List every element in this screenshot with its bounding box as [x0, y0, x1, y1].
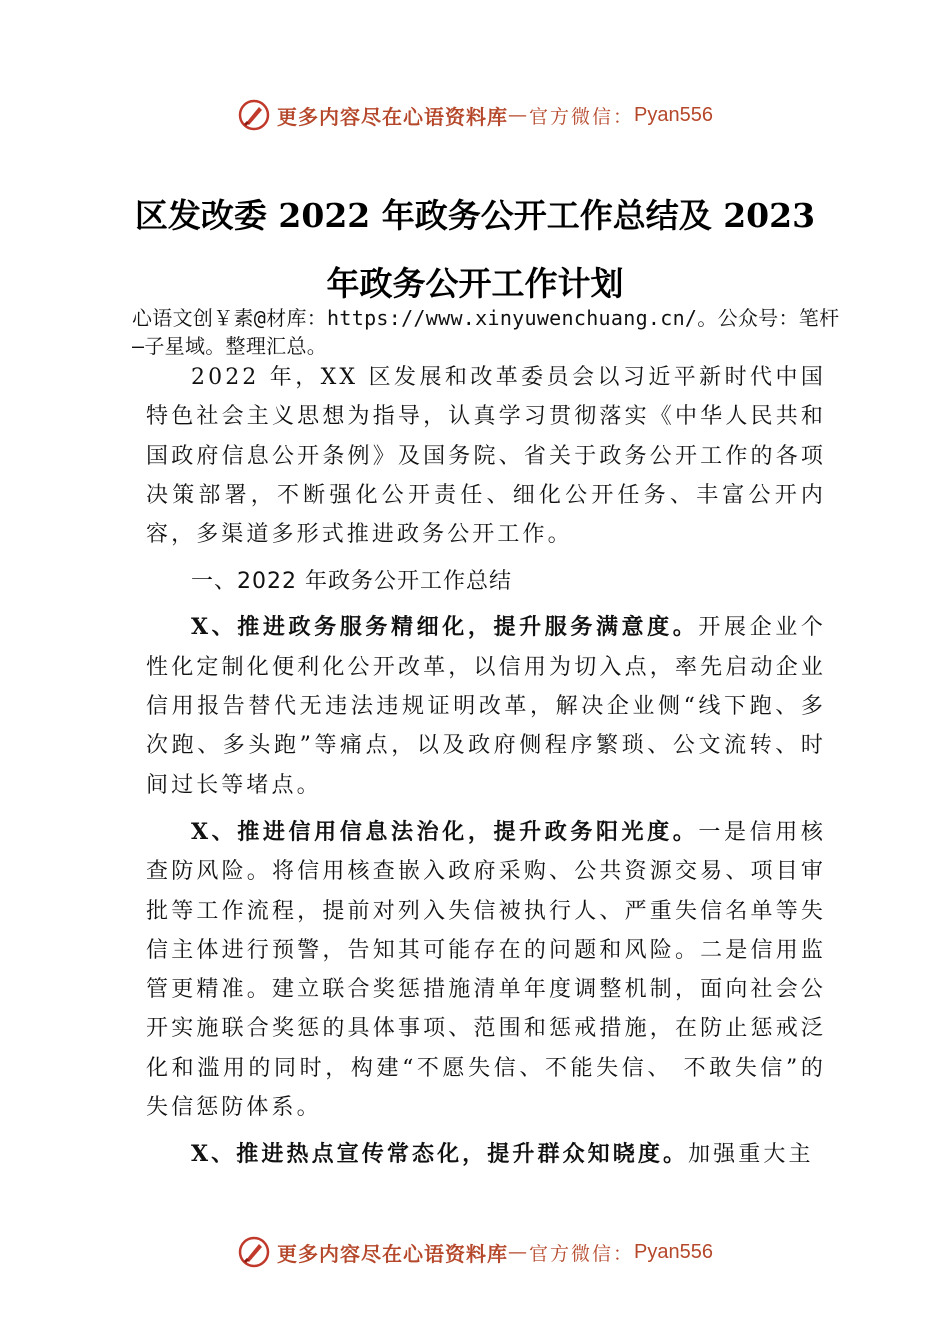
item-lead: X、推进热点宣传常态化，提升群众知晓度。	[191, 1141, 689, 1168]
watermark-banner-top	[0, 95, 950, 135]
watermark-wechat-label: 官方微信：	[529, 1242, 635, 1265]
watermark-wechat-label: 官方微信：	[529, 105, 635, 128]
item-lead: X、推进政务服务精细化，提升服务满意度。	[191, 614, 699, 641]
document-title-line1: 区发改委 2022 年政务公开工作总结及 2023	[134, 196, 816, 235]
watermark-banner-bottom	[0, 1232, 950, 1272]
source-note: 心语文创￥素@材库：https://www.xinyuwenchuang.cn/。公众号：笔杆—子星域。整理汇总。	[132, 306, 840, 358]
brush-logo-icon	[237, 1235, 271, 1269]
watermark-wechat-id: Pyan556	[634, 103, 713, 126]
summary-item	[146, 1135, 826, 1174]
brush-logo-icon	[237, 98, 271, 132]
document-body	[146, 358, 826, 1175]
section-heading: 一、2022 年政务公开工作总结	[191, 569, 512, 595]
intro-paragraph: 2022 年，XX 区发展和改革委员会以习近平新时代中国特色社会主义思想为指导，认真学习贯彻落实《中华人民共和国政府信息公开条例》及国务院、省关于政务公开工作的各项决策部署，不断强化公开责任、细化公开任务、丰富公开内容，多渠道多形式推进政务公开工作。	[146, 365, 826, 548]
watermark-wechat-id: Pyan556	[634, 1240, 713, 1263]
summary-item	[146, 813, 826, 1127]
watermark-brand: 更多内容尽在心语资料库	[277, 1241, 508, 1266]
watermark-brand: 更多内容尽在心语资料库	[277, 104, 508, 129]
watermark-dash: —	[508, 1241, 529, 1263]
item-text: 开展企业个性化定制化便利化公开改革，以信用为切入点，率先启动企业信用报告替代无违法违规证明改革，解决企业侧“线下跑、多次跑、多头跑”等痛点，以及政府侧程序繁琐、公文流转、时间过长等堵点。	[146, 615, 826, 798]
item-text: 加强重大主	[688, 1142, 814, 1168]
summary-item	[146, 608, 826, 804]
document-title-line2: 年政务公开工作计划	[326, 264, 624, 303]
item-text: 一是信用核查防风险。将信用核查嵌入政府采购、公共资源交易、项目审批等工作流程，提前对列入失信被执行人、严重失信名单等失信主体进行预警，告知其可能存在的问题和风险。二是信用监管更精准。建立联合奖惩措施清单年度调整机制，面向社会公开实施联合奖惩的具体事项、范围和惩戒措施，在防止惩戒泛化和滥用的同时，构建“不愿失信、不能失信、 不敢失信”的失信惩防体系。	[146, 819, 826, 1121]
watermark-dash: —	[508, 104, 529, 126]
item-lead: X、推进信用信息法治化，提升政务阳光度。	[191, 818, 699, 845]
